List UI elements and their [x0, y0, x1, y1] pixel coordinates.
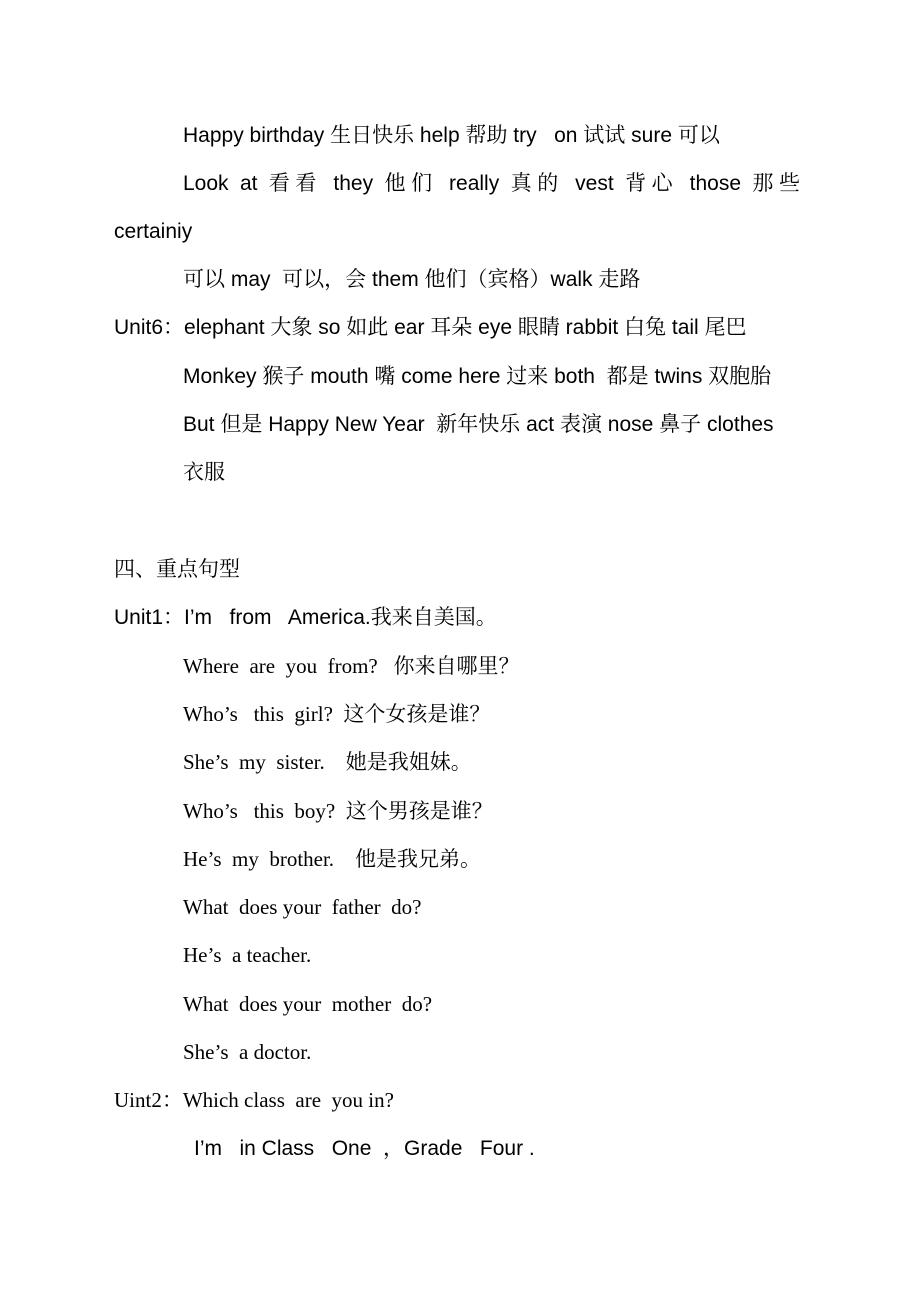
vocab-line-2: Look at 看看 they 他们 really 真的 vest 背心 those 那些 [183, 172, 800, 195]
unit1-line-4: She’s my sister. 她是我姐妹。 [183, 750, 472, 774]
unit1-line-5: Who’s this boy? 这个男孩是谁？ [183, 799, 493, 823]
unit2-line-2: I’m in Class One ，Grade Four . [194, 1137, 535, 1160]
unit1-line-8: He’s a teacher. [183, 943, 312, 967]
unit1-line-2: Where are you from? 你来自哪里？ [183, 654, 520, 678]
unit1-line-6: He’s my brother. 他是我兄弟。 [183, 847, 482, 871]
unit6-line-1: Unit6：elephant 大象 so 如此 ear 耳朵 eye 眼睛 rabbit 白兔 tail 尾巴 [114, 316, 747, 339]
unit6-line-4: 衣服 [183, 461, 225, 484]
unit1-line-1: Unit1：I’m from America.我来自美国。 [114, 606, 497, 629]
vocab-line-4: 可以 may 可以，会 them 他们（宾格）walk 走路 [183, 268, 641, 291]
unit1-line-3: Who’s this girl? 这个女孩是谁？ [183, 702, 491, 726]
unit6-line-3: But 但是 Happy New Year 新年快乐 act 表演 nose 鼻子 clothes [183, 413, 774, 436]
section-heading: 四、重点句型 [114, 557, 240, 581]
vocab-line-1: Happy birthday 生日快乐 help 帮助 try on 试试 sure 可以 [183, 124, 720, 147]
unit1-line-10: She’s a doctor. [183, 1040, 312, 1064]
unit1-line-9: What does your mother do? [183, 992, 433, 1016]
unit6-line-2: Monkey 猴子 mouth 嘴 come here 过来 both 都是 twins 双胞胎 [183, 365, 772, 388]
unit1-line-7: What does your father do? [183, 895, 422, 919]
vocab-line-3: certainiy [114, 220, 193, 243]
unit2-line-1: Uint2：Which class are you in? [114, 1088, 394, 1112]
